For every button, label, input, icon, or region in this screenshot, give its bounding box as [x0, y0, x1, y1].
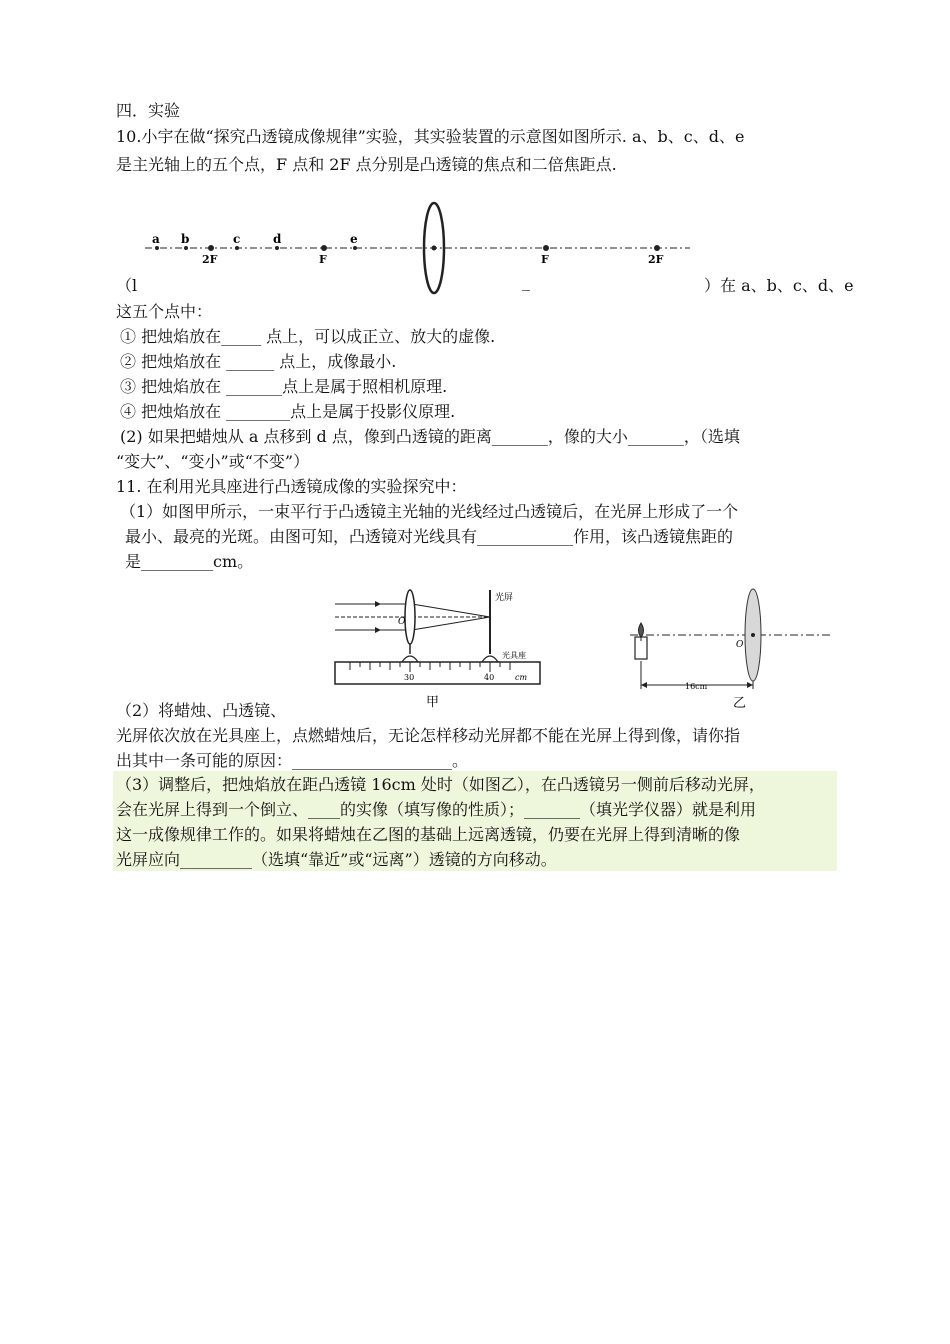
label-right-f: F — [541, 253, 549, 266]
figure-yi — [625, 585, 835, 710]
yi-lens-label: O — [736, 640, 744, 650]
jia-lens-label: O — [398, 617, 406, 627]
q10-item-2: ② 把烛焰放在 ______ 点上，成像最小. — [120, 352, 397, 371]
point-label-b: b — [181, 232, 190, 246]
point-label-d: d — [273, 232, 282, 246]
q11-p3-line-2: 会在光屏上得到一个倒立、____的实像（填写像的性质）；_______（填光学仪器）就是利用 — [116, 800, 757, 819]
q11-p1-line-3: 是_________cm。 — [125, 552, 254, 571]
jia-tick-30: 30 — [404, 673, 415, 682]
section-title: 四．实验 — [116, 101, 181, 120]
jia-tick-40: 40 — [484, 673, 495, 682]
q11-p2-line-1: （2）将蜡烛、凸透镜、 — [116, 701, 287, 720]
q11-p3-line-1: （3）调整后，把烛焰放在距凸透镜 16cm 处时（如图乙），在凸透镜另一侧前后移动光屏， — [116, 775, 765, 794]
q11-line-1: 11. 在利用光具座进行凸透镜成像的实验探究中： — [116, 477, 467, 496]
q11-p1-line-1: （1）如图甲所示，一束平行于凸透镜主光轴的光线经过凸透镜后，在光屏上形成了一个 — [120, 502, 739, 521]
label-right-2f: 2F — [648, 253, 664, 266]
point-label-a: a — [152, 232, 160, 246]
q10-item-1: ① 把烛焰放在_____ 点上，可以成正立、放大的虚像. — [120, 327, 496, 346]
jia-bench-label: 光具座 — [502, 651, 526, 660]
yi-caption: 乙 — [733, 696, 747, 710]
q11-p2-line-2: 光屏依次放在光具座上，点燃蜡烛后，无论怎样移动光屏都不能在光屏上得到像，请你指 — [116, 726, 741, 745]
q10-line-3-left: （l — [116, 276, 138, 295]
label-left-f: F — [319, 253, 327, 266]
q10-part2-line-1: (2) 如果把蜡烛从 a 点移到 d 点，像到凸透镜的距离_______，像的大小_______，（选填 — [120, 427, 740, 446]
q10-item-3: ③ 把烛焰放在 _______点上是属于照相机原理. — [120, 377, 448, 396]
q11-p3-line-3: 这一成像规律工作的。如果将蜡烛在乙图的基础上远离透镜，仍要在光屏上得到清晰的像 — [116, 825, 741, 844]
principal-axis-diagram — [140, 195, 700, 300]
point-label-e: e — [350, 232, 358, 246]
yi-distance-label: 16cm — [685, 682, 708, 691]
jia-unit: cm — [515, 673, 528, 682]
q10-line-2: 是主光轴上的五个点，F 点和 2F 点分别是凸透镜的焦点和二倍焦距点. — [116, 155, 617, 174]
q10-part2-line-2: “变大”、“变小”或“不变”） — [116, 452, 310, 471]
point-label-c: c — [233, 232, 241, 246]
q11-p2-line-3: 出其中一条可能的原因：____________________。 — [116, 751, 469, 770]
q10-line-4: 这五个点中： — [116, 302, 213, 321]
jia-caption: 甲 — [426, 695, 440, 710]
label-left-2f: 2F — [202, 253, 218, 266]
q11-p3-line-4: 光屏应向_________（选填“靠近”或“远离”）透镜的方向移动。 — [116, 850, 557, 869]
figure-jia — [330, 582, 545, 712]
q10-line-3-mid: _ — [522, 272, 530, 291]
jia-screen-label: 光屏 — [495, 593, 514, 603]
q10-line-1: 10.小宇在做“探究凸透镜成像规律”实验，其实验装置的示意图如图所示. a、b、c、d、e — [116, 127, 745, 146]
q10-line-3-right: ）在 a、b、c、d、e — [704, 276, 854, 295]
q11-p1-line-2: 最小、最亮的光斑。由图可知，凸透镜对光线具有____________作用，该凸透镜焦距的 — [125, 527, 734, 546]
q10-item-4: ④ 把烛焰放在 ________点上是属于投影仪原理. — [120, 402, 456, 421]
